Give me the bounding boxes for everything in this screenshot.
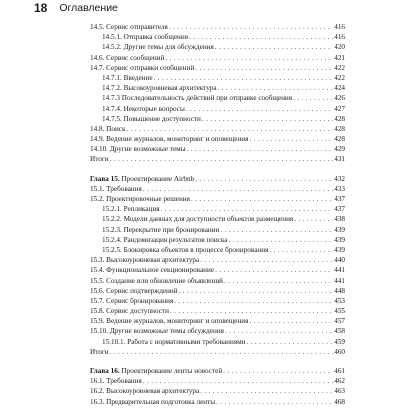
- toc-entry[interactable]: [90, 63, 345, 73]
- toc-page-number: 455: [334, 307, 345, 316]
- dot-leader: [200, 255, 333, 265]
- dot-leader: [200, 386, 333, 396]
- toc-entry-title: 15.1. Требования: [90, 184, 142, 193]
- toc-chapter-entry[interactable]: [90, 366, 345, 376]
- dot-leader: [249, 134, 333, 144]
- toc-page-number: 424: [334, 84, 345, 93]
- toc-page-number: 438: [334, 215, 345, 224]
- table-of-contents: [90, 22, 345, 416]
- toc-entry-title: 15.2.4. Рандомизация результатов поиска: [102, 235, 228, 244]
- dot-leader: [195, 174, 333, 184]
- toc-entry-title: Проектирование ленты новостей: [119, 367, 223, 375]
- toc-page-number: 453: [334, 296, 345, 305]
- toc-entry[interactable]: [90, 347, 345, 357]
- toc-page-number: 429: [334, 145, 345, 154]
- toc-entry[interactable]: [90, 214, 345, 224]
- toc-entry[interactable]: [90, 83, 345, 93]
- dot-leader: [165, 53, 333, 63]
- toc-entry[interactable]: [90, 32, 345, 42]
- toc-entry-title: 15.2.5. Блокировка объектов в процессе бронирования: [102, 245, 269, 254]
- dot-leader: [161, 204, 334, 214]
- toc-page-number: 427: [334, 104, 345, 113]
- toc-entry-title: Итоги: [90, 347, 109, 356]
- toc-entry-title: 15.8. Сервис доступности: [90, 307, 169, 316]
- toc-page-number: 416: [334, 33, 345, 42]
- toc-page-number: 421: [334, 53, 345, 62]
- toc-page-number: 428: [334, 114, 345, 123]
- toc-entry[interactable]: [90, 386, 345, 396]
- dot-leader: [294, 214, 333, 224]
- page-header: [0, 0, 420, 16]
- toc-page-number: 458: [334, 327, 345, 336]
- toc-entry[interactable]: [90, 93, 345, 103]
- toc-entry-title: 15.5. Создание или обновление объявлений: [90, 276, 224, 285]
- toc-entry[interactable]: [90, 296, 345, 306]
- dot-leader: [143, 184, 333, 194]
- toc-entry-title: 16.1. Требования: [90, 377, 142, 386]
- toc-entry-title: Итоги: [90, 155, 109, 164]
- dot-leader: [223, 366, 333, 376]
- dot-leader: [110, 154, 334, 164]
- dot-leader: [202, 114, 333, 124]
- toc-entry-title: 14.10. Другие возможные темы: [90, 145, 186, 154]
- toc-entry-title: 16.3. Предварительная подготовка ленты: [90, 397, 216, 406]
- toc-entry-title: 14.6. Сервис сообщений: [90, 53, 165, 62]
- toc-entry-title: 15.2.3. Перекрытие при бронировании: [102, 225, 220, 234]
- toc-page-number: 428: [334, 135, 345, 144]
- toc-entry[interactable]: [90, 22, 345, 32]
- dot-leader: [195, 63, 333, 73]
- toc-entry[interactable]: [90, 326, 345, 336]
- dot-leader: [189, 32, 333, 42]
- toc-page-number: 432: [334, 174, 345, 183]
- dot-leader: [154, 73, 334, 83]
- dot-leader: [127, 124, 334, 134]
- toc-page-number: 431: [334, 155, 345, 164]
- dot-leader: [269, 245, 333, 255]
- toc-entry[interactable]: [90, 235, 345, 245]
- toc-entry-title: 15.2. Проектировочные решения: [90, 195, 190, 203]
- dot-leader: [174, 296, 333, 306]
- toc-entry[interactable]: [90, 255, 345, 265]
- toc-entry[interactable]: [90, 204, 345, 214]
- toc-entry-title: 15.3. Высокоуровневая архитектура: [90, 256, 200, 265]
- toc-block: [90, 22, 345, 165]
- toc-entry[interactable]: [90, 397, 345, 407]
- toc-entry-title: 14.8. Поиск: [90, 124, 126, 133]
- toc-entry[interactable]: [90, 306, 345, 316]
- toc-entry-title: 14.9. Ведение журналов, мониторинг и оповещения: [90, 135, 249, 144]
- toc-entry[interactable]: [90, 42, 345, 52]
- dot-leader: [293, 93, 333, 103]
- toc-page-number: 428: [334, 124, 345, 133]
- toc-page-number: 422: [334, 63, 345, 72]
- toc-page-number: 468: [334, 397, 345, 406]
- dot-leader: [249, 316, 333, 326]
- toc-page-number: 441: [334, 266, 345, 275]
- dot-leader: [218, 83, 334, 93]
- toc-entry[interactable]: [90, 337, 345, 347]
- toc-page-number: 422: [334, 73, 345, 82]
- dot-leader: [247, 337, 334, 347]
- toc-page-number: 420: [334, 43, 345, 52]
- page-number: 18: [34, 1, 48, 15]
- toc-entry[interactable]: [90, 184, 345, 194]
- dot-leader: [110, 347, 334, 357]
- toc-entry-title: 15.4. Функциональное секционирование: [90, 266, 215, 275]
- toc-entry[interactable]: [90, 124, 345, 134]
- toc-entry-title: 15.2.2. Модели данных для доступности объектов размещения: [102, 215, 294, 224]
- toc-entry[interactable]: [90, 286, 345, 296]
- toc-page-number: 461: [334, 367, 345, 375]
- toc-page-number: 416: [334, 23, 345, 31]
- toc-entry[interactable]: [90, 154, 345, 164]
- chapter-label: Глава 15.: [90, 174, 120, 183]
- toc-entry-title: 15.9. Ведение журналов, мониторинг и оповещения: [90, 317, 249, 326]
- toc-entry-title: 15.10. Другие возможные темы обсуждения: [90, 327, 224, 336]
- toc-page-number: 426: [334, 94, 345, 103]
- dot-leader: [215, 265, 333, 275]
- toc-entry[interactable]: [90, 316, 345, 326]
- toc-entry-title: 14.5.2. Другие темы для обсуждения: [102, 43, 214, 52]
- toc-entry-title: 15.2.1. Репликация: [102, 205, 160, 214]
- toc-entry[interactable]: [90, 53, 345, 63]
- toc-page-number: 459: [334, 337, 345, 346]
- toc-block: [90, 366, 345, 407]
- toc-block: [90, 174, 345, 357]
- dot-leader: [225, 326, 333, 336]
- toc-entry-title: 14.7.3 Последовательность действий при отправке сообщения: [102, 94, 293, 103]
- dot-leader: [186, 104, 333, 114]
- toc-entry-title: 15.6. Сервис подтверждений: [90, 286, 178, 295]
- dot-leader: [224, 276, 333, 286]
- dot-leader: [187, 144, 334, 154]
- dot-leader: [170, 306, 333, 316]
- dot-leader: [143, 376, 333, 386]
- toc-entry-title: 16.2. Высокоуровневая архитектура: [90, 387, 200, 396]
- toc-entry[interactable]: [90, 245, 345, 255]
- toc-entry-title: 14.7. Сервис отправки сообщений: [90, 63, 195, 72]
- toc-entry[interactable]: [90, 114, 345, 124]
- toc-entry[interactable]: [90, 144, 345, 154]
- toc-entry-title: Проектирование Airbnb: [119, 174, 195, 183]
- dot-leader: [228, 235, 333, 245]
- toc-page-number: 441: [334, 276, 345, 285]
- toc-entry[interactable]: [90, 194, 345, 204]
- toc-page-number: 440: [334, 256, 345, 265]
- toc-entry-title: 14.5. Сервис отправителя: [90, 23, 168, 31]
- chapter-label: Глава 16.: [90, 367, 120, 375]
- dot-leader: [179, 286, 334, 296]
- dot-leader: [169, 22, 333, 32]
- toc-entry[interactable]: [90, 104, 345, 114]
- toc-entry-title: 14.7.1. Введение: [102, 73, 153, 82]
- dot-leader: [220, 225, 333, 235]
- toc-chapter-entry[interactable]: [90, 174, 345, 184]
- toc-entry[interactable]: [90, 134, 345, 144]
- dot-leader: [216, 397, 333, 407]
- toc-page-number: 437: [334, 205, 345, 214]
- toc-entry[interactable]: [90, 265, 345, 275]
- toc-entry-title: 15.10.1. Работа с нормативными требованиями: [102, 337, 246, 346]
- toc-page-number: 439: [334, 225, 345, 234]
- toc-page-number: 460: [334, 347, 345, 356]
- toc-entry-title: 14.5.1. Отправка сообщения: [102, 33, 189, 42]
- toc-page-number: 439: [334, 235, 345, 244]
- toc-entry-title: 14.7.2. Высокоуровневая архитектура: [102, 84, 217, 93]
- toc-page-number: 437: [334, 195, 345, 203]
- toc-page-number: 433: [334, 184, 345, 193]
- toc-page-number: 463: [334, 387, 345, 396]
- toc-entry[interactable]: [90, 225, 345, 235]
- toc-page-number: 462: [334, 377, 345, 386]
- toc-entry-title: 14.7.4. Некоторые вопросы: [102, 104, 185, 113]
- toc-entry-title: 14.7.5. Повышение доступности: [102, 114, 201, 123]
- toc-page-number: 457: [334, 317, 345, 326]
- toc-entry[interactable]: [90, 73, 345, 83]
- toc-entry[interactable]: [90, 276, 345, 286]
- dot-leader: [215, 42, 333, 52]
- section-title: Оглавление: [59, 2, 118, 14]
- toc-entry-title: 15.7. Сервис бронирования: [90, 296, 174, 305]
- toc-page-number: 439: [334, 245, 345, 254]
- toc-page-number: 448: [334, 286, 345, 295]
- dot-leader: [191, 194, 333, 204]
- toc-entry[interactable]: [90, 376, 345, 386]
